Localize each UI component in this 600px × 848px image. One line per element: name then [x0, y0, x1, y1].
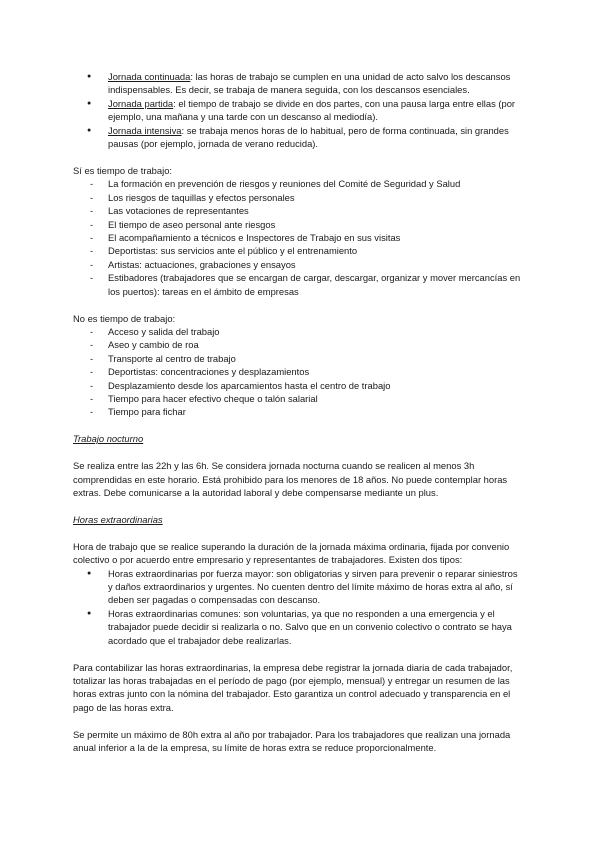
list-item: - Tiempo para hacer efectivo cheque o talón salarial [73, 392, 521, 405]
si-tiempo-title: Sí es tiempo de trabajo: [73, 164, 173, 176]
list-item: - El acompañamiento a técnicos e Inspectores de Trabajo en sus visitas [73, 231, 521, 244]
definition: : las horas de trabajo se cumplen en una unidad de acto salvo los descansos indispensables. Es decir, se trabaja de manera seguida, con los descansos esenciales. [108, 71, 511, 96]
list-item [73, 70, 521, 97]
list-item: - El tiempo de aseo personal ante riesgos [73, 218, 521, 231]
list-item: - Artistas: actuaciones, grabaciones y ensayos [73, 258, 521, 271]
list-item: - La formación en prevención de riesgos y reuniones del Comité de Seguridad y Salud [73, 177, 521, 190]
list-item: ● Horas extraordinarias por fuerza mayor: son obligatorias y sirven para prevenir o reparar siniestros y daños extraordinarios y urgentes. No cuenten dentro del límite máximo de horas extra al año, sí deben ser pagadas o compensadas con descanso. [73, 567, 521, 607]
definition: : se trabaja menos horas de lo habitual, pero de forma continuada, sin grandes pausas (por ejemplo, jornada de verano reducida). [108, 124, 509, 150]
list-item [73, 97, 521, 124]
list-item: - Tiempo para fichar [73, 405, 521, 418]
list-item: - Deportistas: concentraciones y desplazamientos [73, 365, 521, 378]
list-item: - Los riesgos de taquillas y efectos personales [73, 191, 521, 204]
list-item: - Desplazamiento desde los aparcamientos hasta el centro de trabajo [73, 379, 521, 392]
list-item: - Acceso y salida del trabajo [73, 325, 521, 338]
extra-intro: Hora de trabajo que se realice superando la duración de la jornada máxima ordinaria, fijada por convenio colectivo o por acuerdo entre empresario y representantes de trabajadores. Existen dos tipos: [73, 540, 510, 566]
nocturno-paragraph: Se realiza entre las 22h y las 6h. Se considera jornada nocturna cuando se realicen al menos 3h comprendidas en este horario. Está prohibido para los menores de 18 años. No puede contemplar horas extras. Debe comunicarse a la autoridad laboral y debe compensarse mediante un plus. [73, 460, 508, 498]
list-item: - Estibadores (trabajadores que se encargan de cargar, descargar, organizar y mover mercancías en los puertos): tareas en el ámbito de empresas [73, 271, 521, 298]
list-item: - Las votaciones de representantes [73, 204, 521, 217]
extra-paragraph-2: Se permite un máximo de 80h extra al año por trabajador. Para los trabajadores que realizan una jornada anual inferior a la de la empresa, su límite de horas extra se reduce proporcionalmente. [73, 728, 511, 754]
list-item: - Deportistas: sus servicios ante el público y el entrenamiento [73, 244, 521, 257]
no-tiempo-title: No es tiempo de trabajo: [73, 312, 176, 324]
jornadas-list [73, 70, 521, 150]
definition: : el tiempo de trabajo se divide en dos partes, con una pausa larga entre ellas (por ejemplo, una mañana y una tarde con un descanso al mediodía). [108, 97, 516, 123]
si-tiempo-list [73, 177, 521, 298]
list-item: - Transporte al centro de trabajo [73, 352, 521, 365]
list-item: ● Horas extraordinarias comunes: son voluntarias, ya que no responden a una emergencia y el trabajador puede decidir si realizarla o no. Salvo que en un convenio colectivo o contrato se haya acordado que el trabajador debe realizarlas. [73, 607, 521, 647]
no-tiempo-list [73, 325, 521, 419]
extra-paragraph-1: Para contabilizar las horas extraordinarias, la empresa debe registrar la jornada diaria de cada trabajador, totalizar las horas trabajadas en el período de pago (por ejemplo, mensual) y entregar un resumen de las horas extras junto con la nómina del trabajador. Esto garantiza un control adecuado y transparencia en el pago de las horas extra. [73, 661, 513, 713]
section-heading-extra: Horas extraordinarias [73, 513, 163, 525]
list-item: - Aseo y cambio de roa [73, 338, 521, 351]
extra-types-list [73, 567, 521, 647]
term: Jornada intensiva [108, 124, 182, 136]
document-page [73, 70, 521, 754]
list-item [73, 124, 521, 151]
term: Jornada continuada [108, 71, 191, 82]
section-heading-nocturno: Trabajo nocturno [73, 433, 144, 445]
term: Jornada partida [108, 97, 174, 109]
